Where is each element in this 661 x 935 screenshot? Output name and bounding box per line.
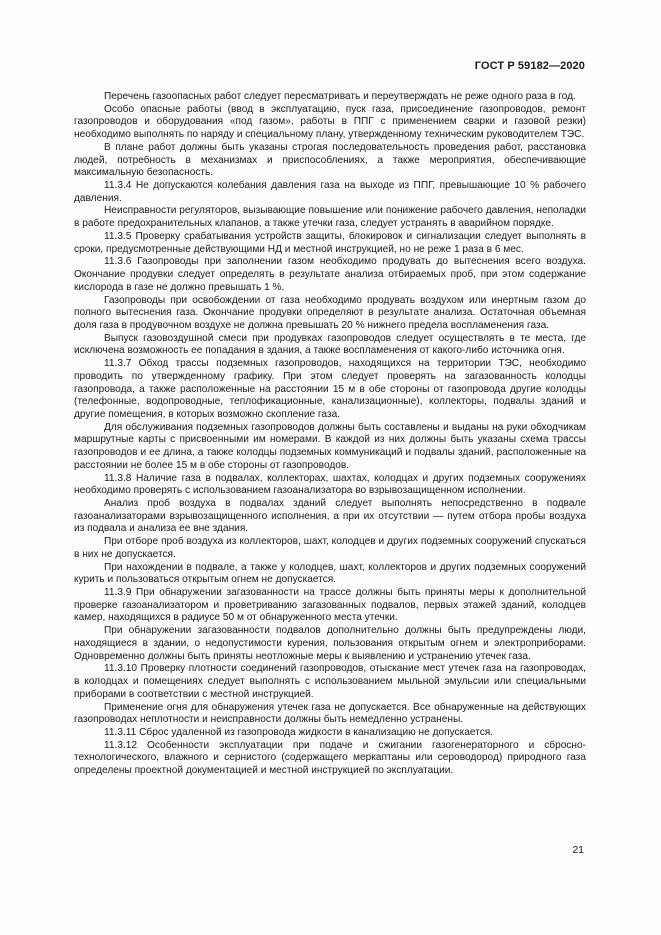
paragraph: При нахождении в подвале, а также у колодцев, шахт, коллекторов и других подземных сооружений курить и пользоваться открытым огнем не допускается. xyxy=(74,561,586,586)
paragraph: Для обслуживания подземных газопроводов должны быть составлены и выданы на руки обходчикам маршрутные карты с присвоенными им номерами. В каждой из них должны быть указаны схема трассы газопроводов и ее длина, а также колодцы подземных коммуникаций и подвалы зданий, расположенные на расстоянии не более 15 м в обе стороны от газопроводов. xyxy=(74,421,586,471)
paragraph: Перечень газоопасных работ следует пересматривать и переутверждать не реже одного раза в год. xyxy=(104,91,576,102)
paragraph: В плане работ должны быть указаны строгая последовательность проведения работ, расстановка людей, потребность в механизмах и приспособлениях, а также мероприятия, обеспечивающие максимальную безопасность. xyxy=(74,141,586,179)
paragraph: При обнаружении загазованности подвалов дополнительно должны быть предупреждены люди, находящиеся в здании, о недопустимости курения, пользования открытым огнем и электроприборами. Одновременно должны быть приняты неотложные меры к выявлению и устранению утечек газа. xyxy=(74,625,586,662)
paragraph: Анализ проб воздуха в подвалах зданий следует выполнять непосредственно в подвале газоанализаторами взрывозащищенного исполнения, а при их отсутствии — путем отбора пробы воздуха из подвала и анализа ее вне здания. xyxy=(74,498,586,535)
paragraph: 11.3.8 Наличие газа в подвалах, коллекторах, шахтах, колодцах и других подземных сооружениях необходимо проверять с использованием газоанализатора во взрывозащищенном исполнении. xyxy=(74,472,586,497)
paragraph: Применение огня для обнаружения утечек газа не допускается. Все обнаруженные на действующих газопроводах неплотности и неисправности должны быть немедленно устранены. xyxy=(74,701,586,726)
paragraph: При отборе проб воздуха из коллекторов, шахт, колодцев и других подземных сооружений спускаться в них не допускается. xyxy=(74,536,586,560)
paragraph: 11.3.6 Газопроводы при заполнении газом необходимо продувать до вытеснения всего воздуха. Окончание продувки следует определять в результате анализа отбираемых проб, при этом содержание кислорода в газе не должно превышать 1 %. xyxy=(74,256,586,293)
body-text xyxy=(74,91,586,778)
paragraph: 11.3.5 Проверку срабатывания устройств защиты, блокировок и сигнализации следует выполнять в сроки, предусмотренные действующими НД и местной инструкцией, но не реже 1 раза в 6 мес. xyxy=(74,230,586,255)
paragraph: 11.3.4 Не допускаются колебания давления газа на выходе из ППГ, превышающие 10 % рабочего давления. xyxy=(74,180,586,204)
paragraph: Выпуск газовоздушной смеси при продувках газопроводов следует осуществлять в те места, где исключена возможность ее попадания в здания, а также воспламенения от какого-либо источника огня. xyxy=(74,332,586,357)
paragraph: Газопроводы при освобождении от газа необходимо продувать воздухом или инертным газом до полного вытеснения газа. Окончание продувки определяют в результате анализа. Остаточная объемная доля газа в продувочном воздухе не должна превышать 20 % нижнего предела воспламенения газа. xyxy=(74,294,586,331)
page-number: 21 xyxy=(572,844,584,856)
paragraph: Неисправности регуляторов, вызывающие повышение или понижение рабочего давления, неполадки в работе предохранительных клапанов, а также утечки газа, следует устранять в аварийном порядке. xyxy=(74,205,586,230)
paragraph: 11.3.9 При обнаружении загазованности на трассе должны быть приняты меры к дополнительной проверке газоанализатором и проветриванию загазованных подвалов, первых этажей зданий, колодцев камер, находящихся в радиусе 50 м от обнаруженного места утечки. xyxy=(74,587,586,624)
paragraph: 11.3.11 Сброс удаленной из газопровода жидкости в канализацию не допускается. xyxy=(104,726,494,738)
standard-header: ГОСТ Р 59182—2020 xyxy=(474,60,585,72)
paragraph: 11.3.12 Особенности эксплуатации при подаче и сжигании газогенераторного и сбросно-технологического, влажного и сернистого (содержащего меркаптаны или сероводород) природного газа определены проектной документацией и местной инструкцией по эксплуатации. xyxy=(74,739,586,777)
paragraph: Особо опасные работы (ввод в эксплуатацию, пуск газа, присоединение газопроводов, ремонт газопроводов и оборудования «под газом», работы в ППГ с применением сварки и газовой резки) необходимо выполнять по наряду и специальному плану, утвержденному техническим руководителем ТЭС. xyxy=(74,103,586,141)
paragraph: 11.3.10 Проверку плотности соединений газопроводов, отыскание мест утечек газа на газопроводах, в колодцах и помещениях следует выполнять с использованием мыльной эмульсии или специальными приборами в соответствии с местной инструкцией. xyxy=(74,663,586,700)
paragraph: 11.3.7 Обход трассы подземных газопроводов, находящихся на территории ТЭС, необходимо проводить по утвержденному графику. При этом следует проверять на загазованность колодцы газопровода, а также расположенные на расстоянии 15 м в обе стороны от газопровода другие колодцы (телефонные, водопроводные, теплофикационные, канализационные), коллекторы, подвалы зданий и другие помещения, в которых возможно скопление газа. xyxy=(74,358,586,420)
